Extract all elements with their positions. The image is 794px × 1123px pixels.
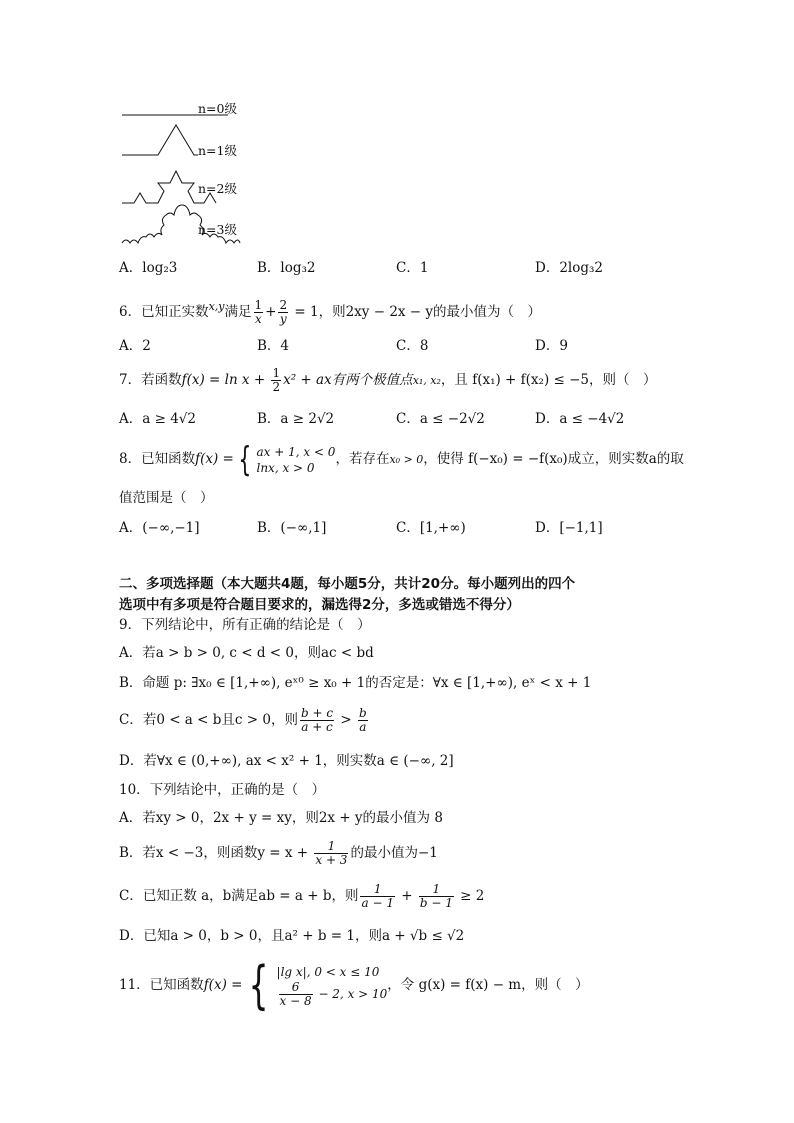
q8-option-a: A．(−∞,−1]	[119, 520, 200, 536]
q7-option-b: B．a ≥ 2√2	[257, 411, 335, 427]
q9-stem: 9．下列结论中，所有正确的结论是（ ）	[119, 617, 371, 633]
section-2-heading-line1: 二、多项选择题（本大题共4题，每小题5分，共计20分。每小题列出的四个	[119, 576, 576, 592]
section-2-heading-line2: 选项中有多项是符合题目要求的，漏选得2分，多选或错选不得分）	[119, 597, 520, 613]
q10-option-c: C．已知正数 a，b满足ab = a + b，则 $\frac{1}{a - 1}$ + $\frac{1}{b - 1}$ ≥ 2	[119, 882, 485, 910]
fractal-level-1-line	[122, 125, 198, 155]
q8-option-d: D．[−1,1]	[535, 520, 603, 536]
q6-option-b: B．4	[257, 338, 290, 354]
q7-option-a: A．a ≥ 4√2	[119, 411, 196, 427]
q9-option-d: D．若∀x ∈ (0,+∞), ax < x² + 1，则实数a ∈ (−∞, 2]	[119, 753, 454, 769]
q10-option-d: D．已知a > 0，b > 0，且a² + b = 1，则a + √b ≤ √2	[119, 928, 465, 944]
q10-option-a: A．若xy > 0，2x + y = xy，则2x + y的最小值为 8	[119, 810, 443, 826]
q6-option-c: C．8	[396, 338, 429, 354]
fractal-level-2-label: n=2级	[198, 181, 237, 196]
q6-stem: 6．已知正实数$^{x,y}$满足 $\frac{1}{x}$ + $\frac{2}{y}$ = 1，则2xy − 2x − y的最小值为（ ）	[119, 298, 542, 326]
fractal-level-0-label: n=0级	[198, 101, 237, 116]
q7-option-c: C．a ≤ −2√2	[396, 411, 485, 427]
q8-stem-line2: 值范围是（ ）	[119, 490, 214, 506]
q7-stem: 7．若函数f(x) = ln x + $\frac{1}{2}$ x² + ax有两个极值点x₁, x₂，且 f(x₁) + f(x₂) ≤ −5，则（ ）	[119, 366, 657, 394]
fractal-level-1-label: n=1级	[198, 143, 237, 158]
q8-option-c: C．[1,+∞)	[396, 520, 466, 536]
q6-option-a: A．2	[119, 338, 151, 354]
q11-stem: 11．已知函数f(x) = { |lg x|, 0 < x ≤ 10 $\frac{6}{x - 8}$ − 2, x > 10 ，令 g(x) = f(x) − m，则（ ）	[119, 955, 589, 1016]
q5-option-d: D．2log₃2	[535, 260, 604, 276]
q5-option-c: C．1	[396, 260, 429, 276]
q9-option-c: C．若0 < a < b且c > 0，则 $\frac{b + c}{a + c}$ > $\frac{b}{a}$	[119, 706, 367, 734]
q7-option-d: D．a ≤ −4√2	[535, 411, 625, 427]
q8-stem: 8．已知函数f(x) = { ax + 1, x < 0 lnx, x > 0 ，若存在x₀ > 0，使得 f(−x₀) = −f(x₀)成立，则实数a的取	[119, 439, 684, 480]
fractal-level-3-label: n=3级	[198, 222, 237, 237]
q5-option-b: B．log₃2	[257, 260, 316, 276]
q8-option-b: B．(−∞,1]	[257, 520, 327, 536]
q9-option-b: B．命题 p: ∃x₀ ∈ [1,+∞), eˣ⁰ ≥ x₀ + 1的否定是：∀x ∈ [1,+∞), eˣ < x + 1	[119, 675, 592, 691]
q6-option-d: D．9	[535, 338, 568, 354]
q10-stem: 10．下列结论中，正确的是（ ）	[119, 782, 326, 798]
q10-option-b: B．若x < −3，则函数y = x + $\frac{1}{x + 3}$ 的最小值为−1	[119, 839, 438, 867]
q9-option-a: A．若a > b > 0, c < d < 0，则ac < bd	[119, 645, 374, 661]
q5-option-a: A．log₂3	[119, 260, 178, 276]
